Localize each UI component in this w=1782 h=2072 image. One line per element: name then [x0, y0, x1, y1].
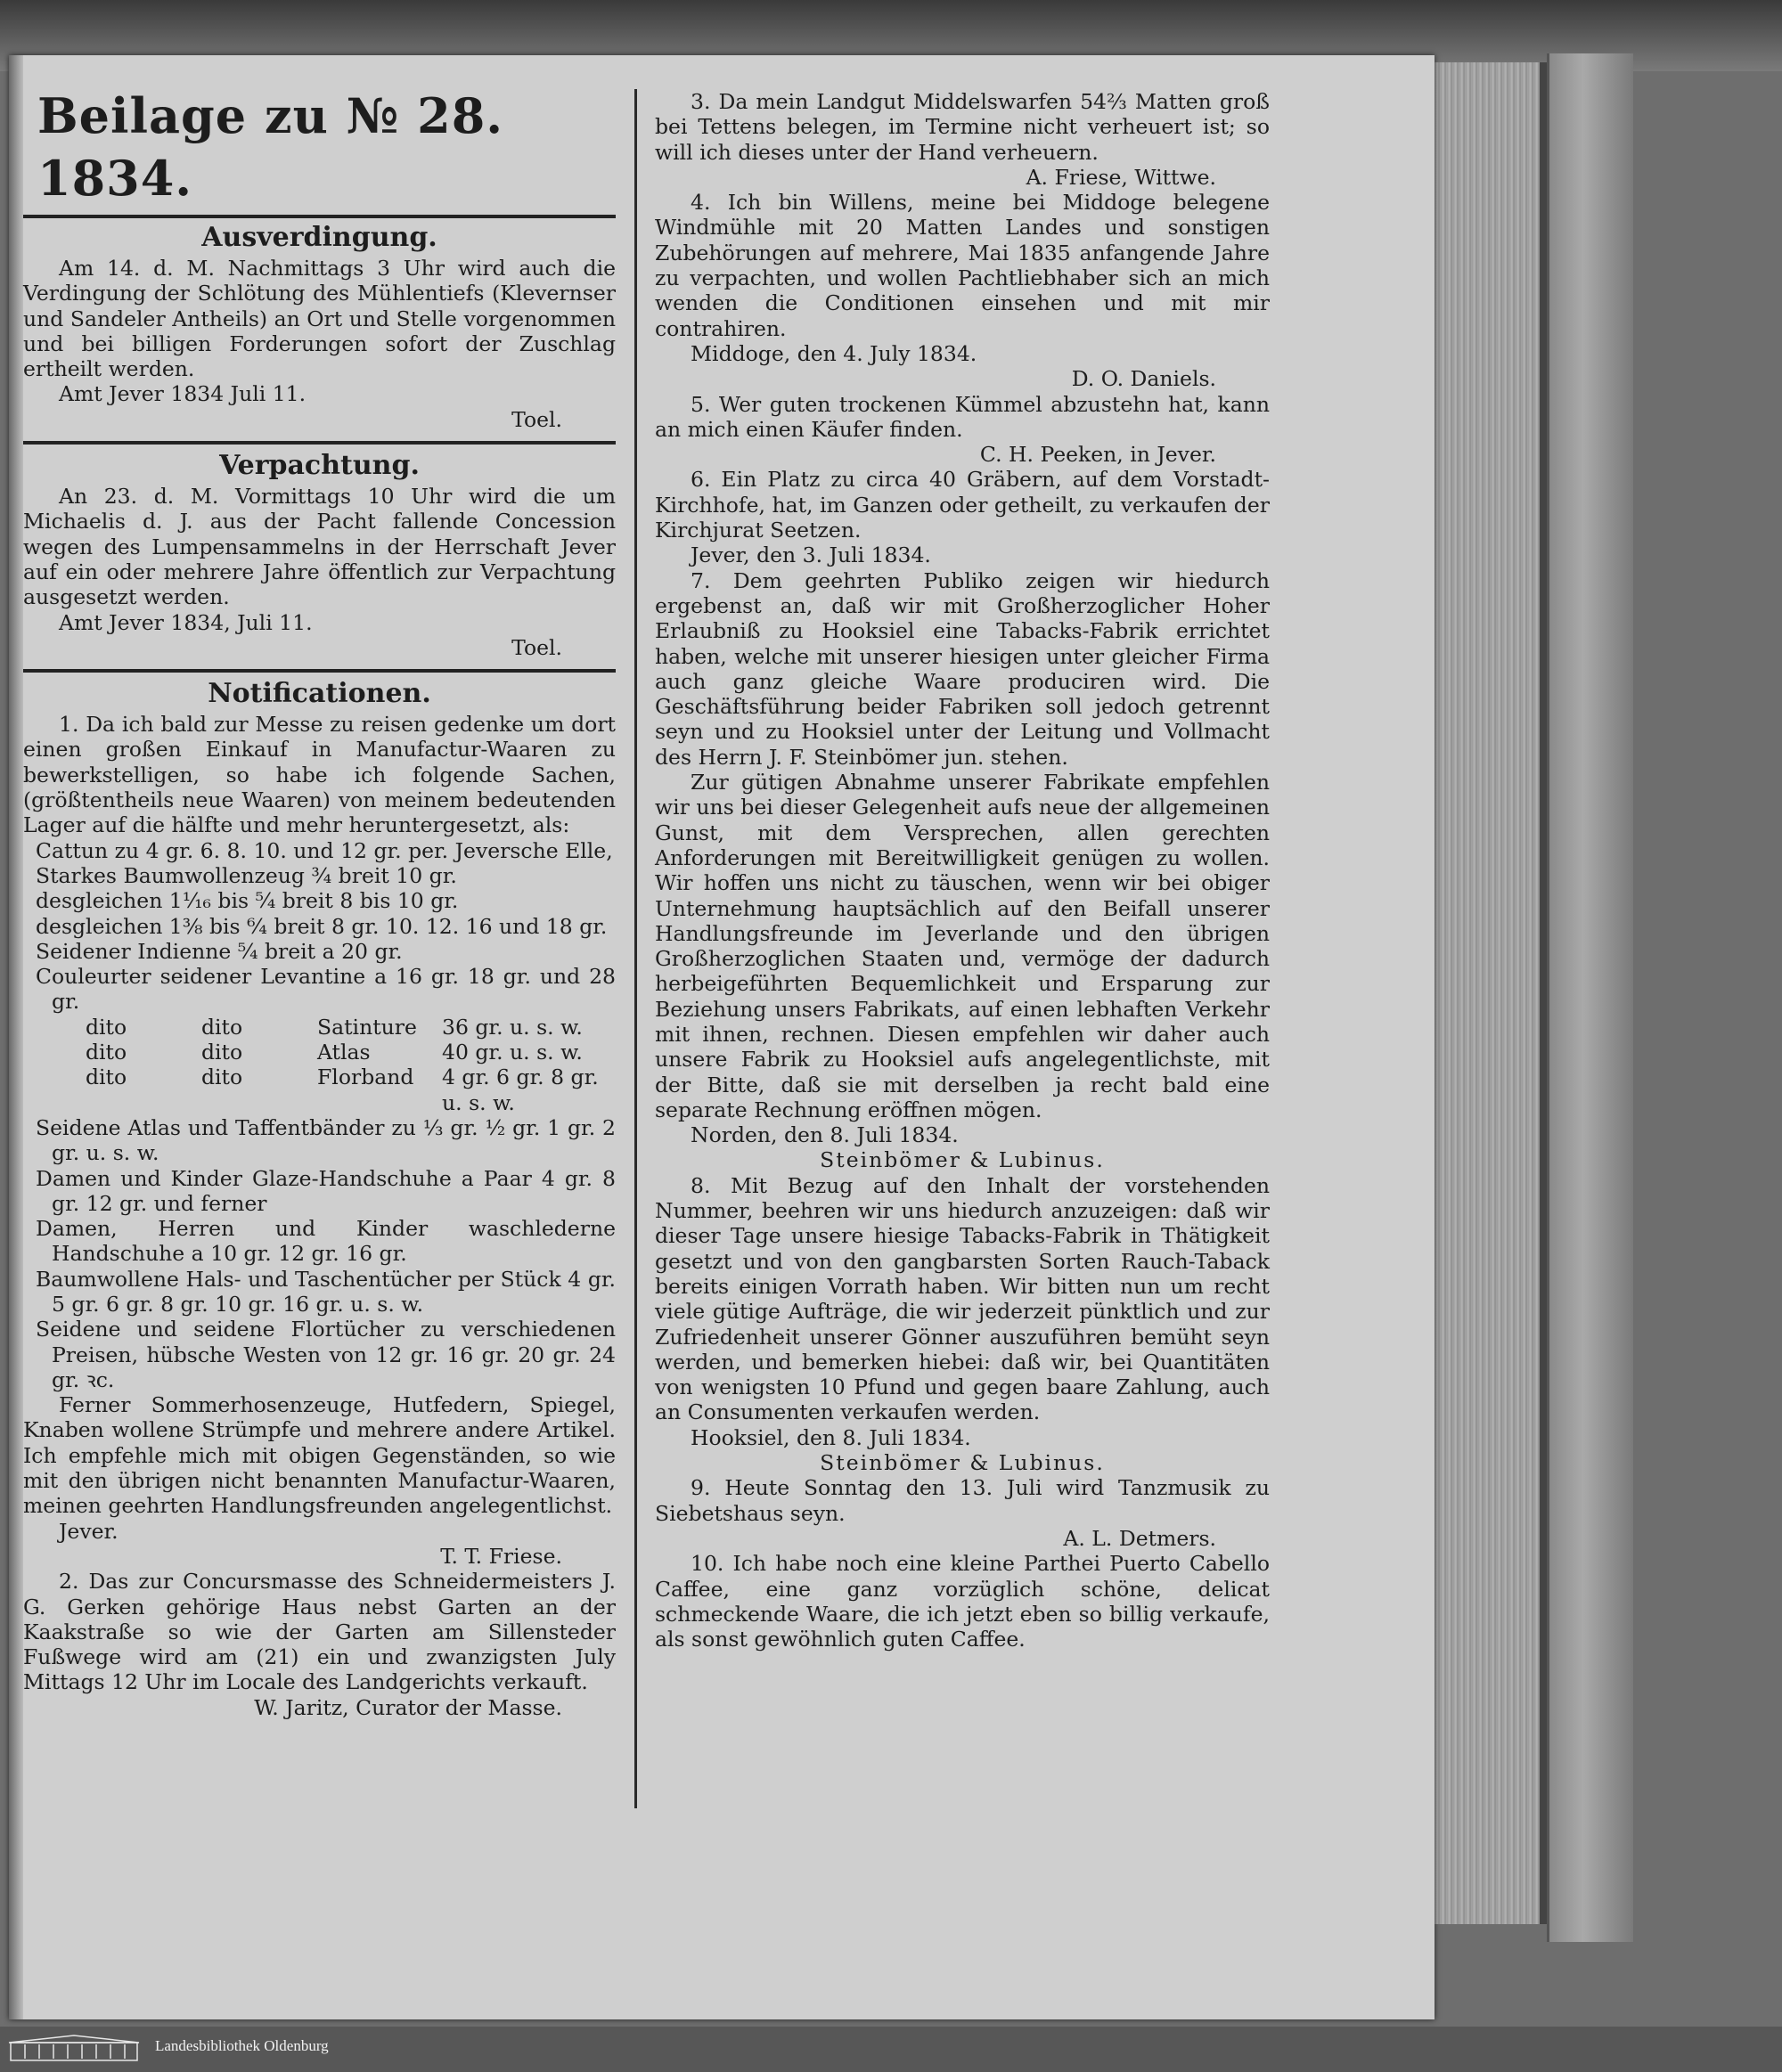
notice-5-body: 5. Wer guten trockenen Kümmel abzustehn hat, kann an mich einen Käufer finden.	[655, 391, 1270, 442]
dito-cell: dito	[86, 1014, 127, 1040]
right-column	[655, 89, 1270, 1652]
price-item: Damen und Kinder Glaze-Handschuhe a Paar 4 gr. 8 gr. 12 gr. und ferner	[36, 1165, 616, 1216]
notice-1-outro: Ferner Sommerhosenzeuge, Hutfedern, Spiegel, Knaben wollene Strümpfe und mehrere andere Artikel. Ich empfehle mich mit obigen Gegenständen, so wie mit den übrigen nicht benannten Manufactur-Waaren, meinen geehrten Handlungsfreunden angelegentlichst.	[23, 1392, 616, 1519]
notice-1-intro: 1. Da ich bald zur Messe zu reisen gedenke um dort einen großen Einkauf in Manufactur-Waaren zu bewerkstelligen, so habe ich folgende Sachen, (größtentheils neue Waaren) von meinem bedeutenden Lager auf die hälfte und mehr heruntergesetzt, als:	[23, 712, 616, 838]
page-stack-edges	[1435, 62, 1547, 1924]
masthead-title: Beilage zu № 28. 1834.	[23, 85, 616, 218]
dito-cell: dito	[86, 1040, 127, 1065]
notice-date: Jever, den 3. Juli 1834.	[691, 542, 931, 568]
dito-cell: 36 gr. u. s. w.	[442, 1014, 583, 1040]
notice-10-body: 10. Ich habe noch eine kleine Parthei Puerto Cabello Caffee, eine ganz vorzüglich schöne, delicat schmeckende Waare, die ich jetzt eben so billig verkaufe, als sonst gewöhnlich guten Caffee.	[655, 1551, 1270, 1652]
notice-9-body: 9. Heute Sonntag den 13. Juli wird Tanzmusik zu Siebetshaus seyn.	[655, 1475, 1270, 1526]
dito-cell: dito	[201, 1040, 243, 1065]
notice-signature: Toel.	[511, 406, 562, 432]
notice-date: Amt Jever 1834, Juli 11.	[59, 609, 313, 635]
dito-row	[23, 1015, 616, 1040]
dito-cell: dito	[201, 1065, 243, 1090]
notice-place: Jever.	[59, 1518, 119, 1544]
price-item: desgleichen 1⅜ bis ⁶⁄₄ breit 8 gr. 10. 12. 16 und 18 gr.	[36, 913, 608, 939]
notice-4-body: 4. Ich bin Willens, meine bei Middoge belegene Windmühle mit 20 Matten Landes und sonstigen Zubehörungen auf mehrere, Mai 1835 anfangende Jahre zu verpachten, und wollen Pachtliebhaber sich an mich wenden die Conditionen einsehen und mit mir contrahiren.	[655, 190, 1270, 341]
notice-date: Amt Jever 1834 Juli 11.	[59, 381, 307, 407]
section-heading-notificationen: Notificationen.	[208, 678, 431, 710]
price-item: Damen, Herren und Kinder waschlederne Handschuhe a 10 gr. 12 gr. 16 gr.	[36, 1216, 616, 1267]
price-item: Seidene und seidene Flortücher zu verschiedenen Preisen, hübsche Westen von 12 gr. 16 gr. 20 gr. 24 gr. ꝛc.	[36, 1317, 616, 1392]
notice-7-body: 7. Dem geehrten Publiko zeigen wir hiedurch ergebenst an, daß wir mit Großherzoglicher Hoher Erlaubniß zu Hooksiel eine Tabacks-Fabrik errichtet haben, welche mit unserer hiesigen unter gleicher Firma auch ganz gleiche Waare produciren wird. Die Geschäftsführung beider Fabriken soll jedoch getrennt seyn und zu Hooksiel unter der Leitung und Vollmacht des Herrn J. F. Steinbömer jun. stehen.	[655, 567, 1270, 770]
dito-cell: Florband	[317, 1065, 414, 1090]
notice-signature: C. H. Peeken, in Jever.	[979, 442, 1216, 468]
notice-signature: T. T. Friese.	[440, 1543, 562, 1569]
dito-cell: Atlas	[317, 1040, 371, 1065]
section-divider	[23, 441, 616, 445]
notice-signature: A. Friese, Wittwe.	[1026, 164, 1216, 190]
notice-date: Middoge, den 4. July 1834.	[691, 340, 977, 366]
left-column	[23, 85, 616, 1720]
notice-2-body: 2. Das zur Concursmasse des Schneidermeisters J. G. Gerken gehörige Haus nebst Garten an der Kaakstraße so wie der Garten am Sillensteder Fußwege wird am (21) ein und zwanzigsten July Mittags 12 Uhr im Locale des Landgerichts verkauft.	[23, 1569, 616, 1695]
notice-signature: D. O. Daniels.	[1071, 366, 1216, 392]
notice-8-body: 8. Mit Bezug auf den Inhalt der vorstehenden Nummer, beehren wir uns hiedurch anzuzeigen: daß wir dieser Tage unsere hiesige Tabacks-Fabrik in Thätigkeit gesetzt und von den gangbarsten Sorten Rauch-Taback bereits einigen Vorrath haben. Wir bitten nun um recht viele gütige Aufträge, die wir jederzeit pünktlich und zur Zufriedenheit unserer Gönner auszuführen bemüht seyn werden, und bemerken hiebei: daß wir, bei Quantitäten von wenigsten 10 Pfund und gegen baare Zahlung, auch an Consumenten verkaufen werden.	[655, 1172, 1270, 1425]
price-item: desgleichen 1¹⁄₁₆ bis ⁵⁄₄ breit 8 bis 10 gr.	[36, 888, 459, 914]
section-heading-ausverdingung: Ausverdingung.	[201, 222, 437, 253]
notice-3-body: 3. Da mein Landgut Middelswarfen 54⅔ Matten groß bei Tettens belegen, im Termine nicht verheuert ist; so will ich dieses unter der Hand verheuern.	[655, 89, 1270, 165]
price-item: Seidener Indienne ⁵⁄₄ breit a 20 gr.	[36, 938, 403, 964]
dito-row	[23, 1040, 616, 1065]
column-divider	[634, 89, 637, 1808]
notice-date: Norden, den 8. Juli 1834.	[691, 1122, 959, 1148]
library-building-logo-icon	[7, 2034, 141, 2064]
notice-signature: Steinbömer & Lubinus.	[820, 1450, 1105, 1476]
notice-signature: Steinbömer & Lubinus.	[820, 1147, 1105, 1173]
price-item: Couleurter seidener Levantine a 16 gr. 18 gr. und 28 gr.	[36, 964, 616, 1015]
notice-7-continuation: Zur gütigen Abnahme unserer Fabrikate empfehlen wir uns bei dieser Gelegenheit aufs neue der allgemeinen Gunst, mit dem Versprechen, allen gerechten Anforderungen mit Bereitwilligkeit genügen zu wollen. Wir hoffen uns nicht zu täuschen, wenn wir bei obiger Unternehmung hauptsächlich auf den Beifall unserer Handlungsfreunde im Jeverlande und den übrigen Großherzoglichen Staaten und, vermöge der dadurch herbeigeführten Bequemlichkeit und Ersparung zur Beziehung unsers Fabrikats, auf einen lebhaften Verkehr mit ihnen, rechnen. Diesen empfehlen wir daher auch unsere Fabrik zu Hooksiel aufs angelegentlichste, mit der Bitte, daß sie mit derselben ja recht bald eine separate Rechnung eröffnen mögen.	[655, 770, 1270, 1122]
book-cover-edge	[1547, 53, 1633, 1942]
dito-cell: Satinture	[317, 1014, 417, 1040]
notice-signature: Toel.	[511, 634, 562, 660]
price-item: Baumwollene Hals- und Taschentücher per Stück 4 gr. 5 gr. 6 gr. 8 gr. 10 gr. 16 gr. u. s. w.	[36, 1266, 616, 1317]
section-divider	[23, 669, 616, 673]
notice-date: Hooksiel, den 8. Juli 1834.	[691, 1424, 971, 1450]
library-name: Landesbibliothek Oldenburg	[155, 2037, 329, 2054]
dito-cell: 4 gr. 6 gr. 8 gr. u. s. w.	[442, 1065, 599, 1115]
notice-signature: A. L. Detmers.	[1063, 1525, 1216, 1551]
section-heading-verpachtung: Verpachtung.	[219, 450, 420, 482]
dito-row	[23, 1065, 616, 1115]
notice-body: An 23. d. M. Vormittags 10 Uhr wird die um Michaelis d. J. aus der Pacht fallende Concession wegen des Lumpensammelns in der Herrschaft Jever auf ein oder mehrere Jahre öffentlich zur Verpachtung ausgesetzt werden.	[23, 484, 616, 610]
library-footer-bar	[0, 2027, 1782, 2072]
dito-cell: dito	[201, 1014, 243, 1040]
price-item: Cattun zu 4 gr. 6. 8. 10. und 12 gr. per. Jeversche Elle,	[36, 837, 613, 863]
notice-6-body: 6. Ein Platz zu circa 40 Gräbern, auf dem Vorstadt-Kirchhofe, hat, im Ganzen oder getheilt, zu verkaufen der Kirchjurat Seetzen.	[655, 467, 1270, 543]
dito-cell: dito	[86, 1065, 127, 1090]
price-item: Starkes Baumwollenzeug ¾ breit 10 gr.	[36, 862, 457, 888]
page-gutter	[9, 55, 23, 2019]
price-item: Seidene Atlas und Taffentbänder zu ⅓ gr. ½ gr. 1 gr. 2 gr. u. s. w.	[36, 1114, 616, 1166]
dito-cell: 40 gr. u. s. w.	[442, 1040, 583, 1065]
notice-body: Am 14. d. M. Nachmittags 3 Uhr wird auch die Verdingung der Schlötung des Mühlentiefs (Klevernser und Sandeler Antheils) an Ort und Stelle vorgenommen und bei billigen Forderungen sofort der Zuschlag ertheilt werden.	[23, 256, 616, 382]
notice-signature: W. Jaritz, Curator der Masse.	[254, 1694, 562, 1720]
